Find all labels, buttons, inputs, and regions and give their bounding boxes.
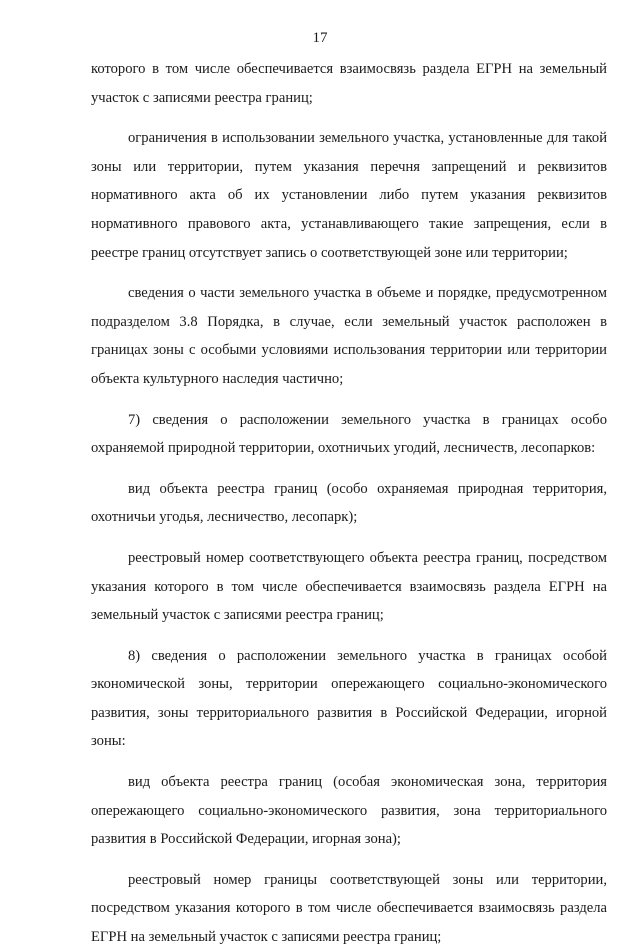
paragraph-9: реестровый номер границы соответствующей зоны или территории, посредством указания которого в том числе обеспечивается взаимосвязь раздела ЕГРН на земельный участок с записями реестра границ; <box>91 871 607 946</box>
paragraph-8: вид объекта реестра границ (особая экономическая зона, территория опережающего социально-экономического развития, зона территориального развития в Российской Федерации, игорная зона); <box>91 774 607 848</box>
paragraph-1: которого в том числе обеспечивается взаимосвязь раздела ЕГРН на земельный участок с записями реестра границ; <box>91 61 607 106</box>
paragraph-5: вид объекта реестра границ (особо охраняемая природная территория, охотничьи угодья, лесничество, лесопарк); <box>91 480 607 526</box>
paragraph-7: 8) сведения о расположении земельного участка в границах особой экономической зоны, территории опережающего социально-экономического развития, зоны территориального развития в Российской Федерации, игорной зоны: <box>91 647 607 750</box>
paragraph-3: сведения о части земельного участка в объеме и порядке, предусмотренном подразделом 3.8 Порядка, в случае, если земельный участок расположен в границах зоны с особыми условиями использования территории или территории объекта культурного наследия частично; <box>91 285 607 387</box>
page-number: 17 <box>312 30 328 46</box>
paragraph-6: реестровый номер соответствующего объекта реестра границ, посредством указания которого в том числе обеспечивается взаимосвязь раздела ЕГРН на земельный участок с записями реестра границ; <box>91 549 607 624</box>
document-body <box>91 55 607 952</box>
paragraph-4: 7) сведения о расположении земельного участка в границах особо охраняемой природной территории, охотничьих угодий, лесничеств, лесопарков: <box>91 411 607 457</box>
paragraph-2: ограничения в использовании земельного участка, установленные для такой зоны или территории, путем указания перечня запрещений и реквизитов нормативного акта об их установлении либо путем указания реквизитов нормативного правового акта, устанавливающего такие запрещения, если в реестре границ отсутствует запись о соответствующей зоне или территории; <box>91 130 607 261</box>
